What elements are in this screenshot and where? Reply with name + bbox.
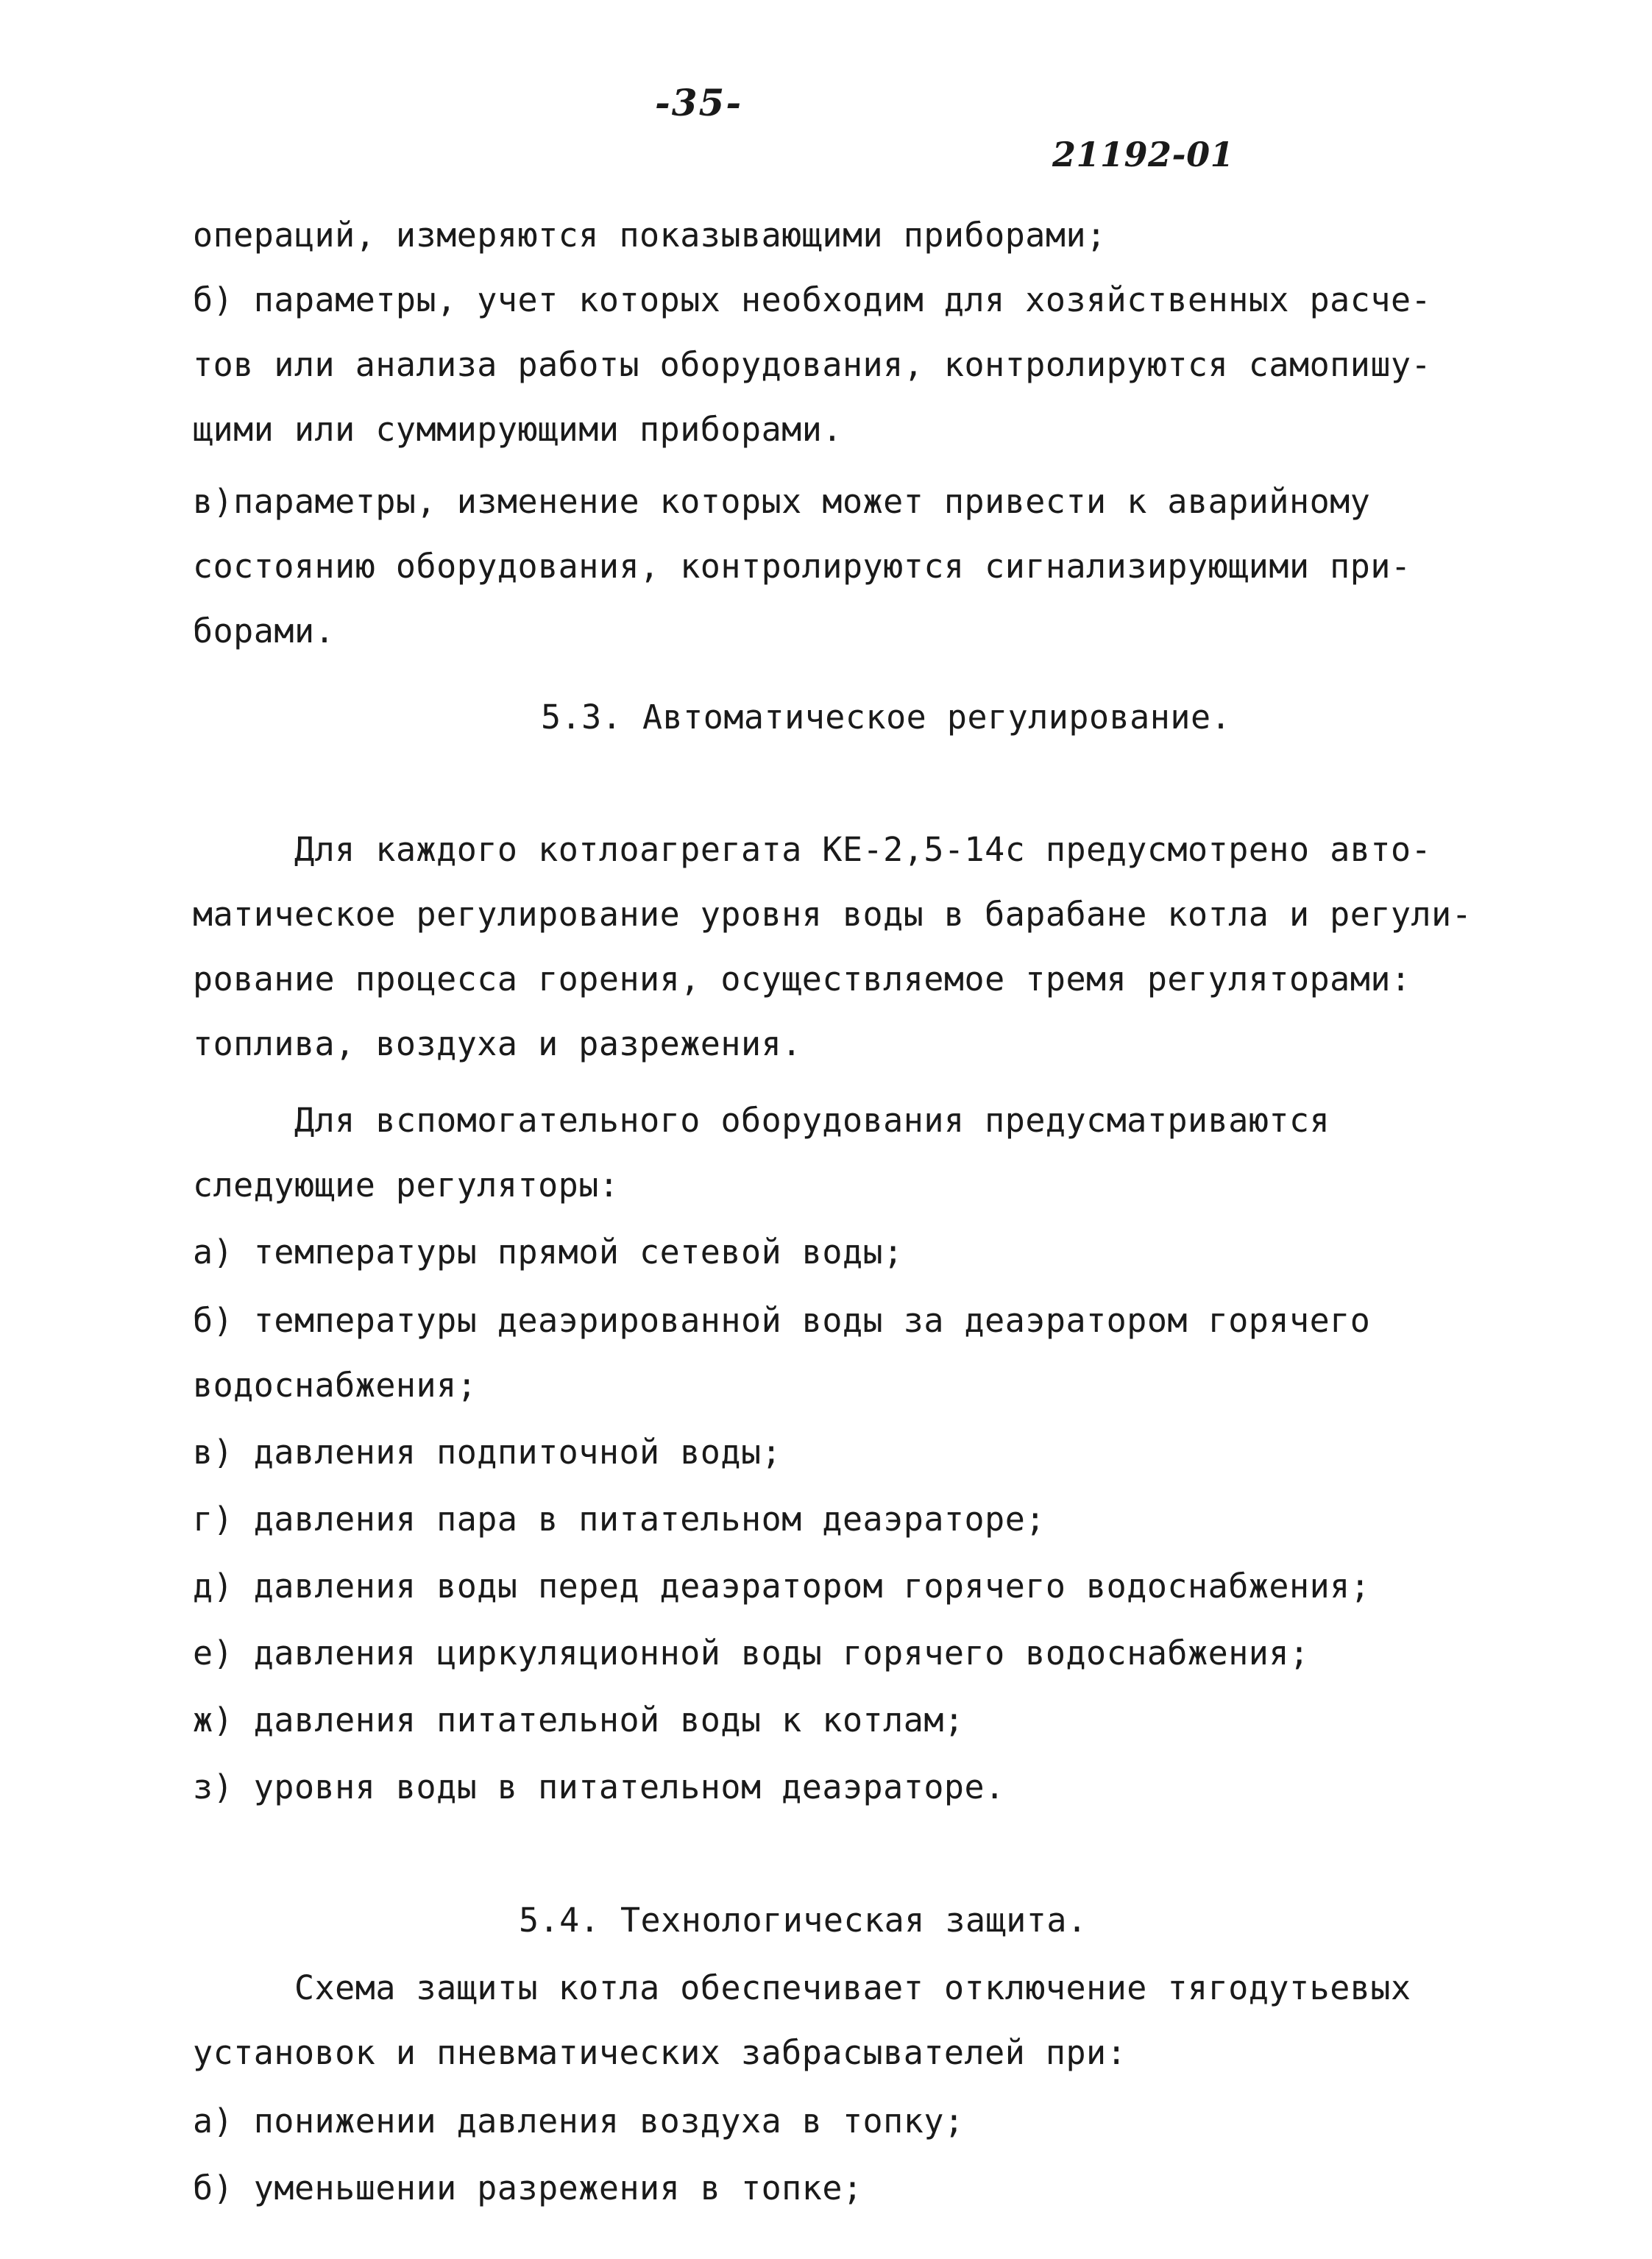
list-item: б) параметры, учет которых необходим для хозяйственных расче- (193, 280, 1432, 319)
list-item: е) давления циркуляционной воды горячего водоснабжения; (193, 1634, 1310, 1673)
list-item: а) понижении давления воздуха в топку; (193, 2102, 965, 2141)
section-heading: 5.4. Технологическая защита. (519, 1901, 1088, 1940)
text-line: щими или суммирующими приборами. (193, 410, 843, 449)
list-item: б) температуры деаэрированной воды за деаэратором горячего (193, 1301, 1371, 1340)
text-line: матическое регулирование уровня воды в барабане котла и регули- (193, 895, 1472, 934)
list-item: г) давления пара в питательном деаэраторе; (193, 1500, 1046, 1539)
list-item: б) уменьшении разрежения в топке; (193, 2168, 863, 2207)
list-item: з) уровня воды в питательном деаэраторе. (193, 1767, 1005, 1806)
text-line: установок и пневматических забрасывателей при: (193, 2033, 1127, 2072)
document-code: 21192-01 (1052, 135, 1235, 174)
list-item: а) температуры прямой сетевой воды; (193, 1233, 904, 1272)
section-heading: 5.3. Автоматическое регулирование. (541, 698, 1232, 737)
text-line: операций, измеряются показывающими приборами; (193, 216, 1107, 255)
list-item: в) давления подпиточной воды; (193, 1433, 782, 1472)
text-line: следующие регуляторы: (193, 1166, 620, 1205)
text-line: борами. (193, 611, 336, 650)
list-item: д) давления воды перед деаэратором горячего водоснабжения; (193, 1567, 1371, 1606)
text-line: топлива, воздуха и разрежения. (193, 1024, 802, 1063)
text-line: водоснабжения; (193, 1366, 478, 1405)
text-line: тов или анализа работы оборудования, контролируются самопишу- (193, 345, 1432, 384)
paragraph-line: Для каждого котлоагрегата КЕ-2,5-14с предусмотрено авто- (294, 830, 1432, 869)
paragraph-line: Для вспомогательного оборудования предусматриваются (294, 1101, 1330, 1140)
page-number: -35- (655, 81, 743, 124)
paragraph-line: Схема защиты котла обеспечивает отключение тягодутьевых (294, 1968, 1411, 2007)
text-line: рование процесса горения, осуществляемое тремя регуляторами: (193, 960, 1411, 999)
list-item: ж) давления питательной воды к котлам; (193, 1701, 965, 1740)
text-line: состоянию оборудования, контролируются сигнализирующими при- (193, 547, 1411, 586)
list-item: в)параметры, изменение которых может привести к аварийному (193, 482, 1371, 521)
